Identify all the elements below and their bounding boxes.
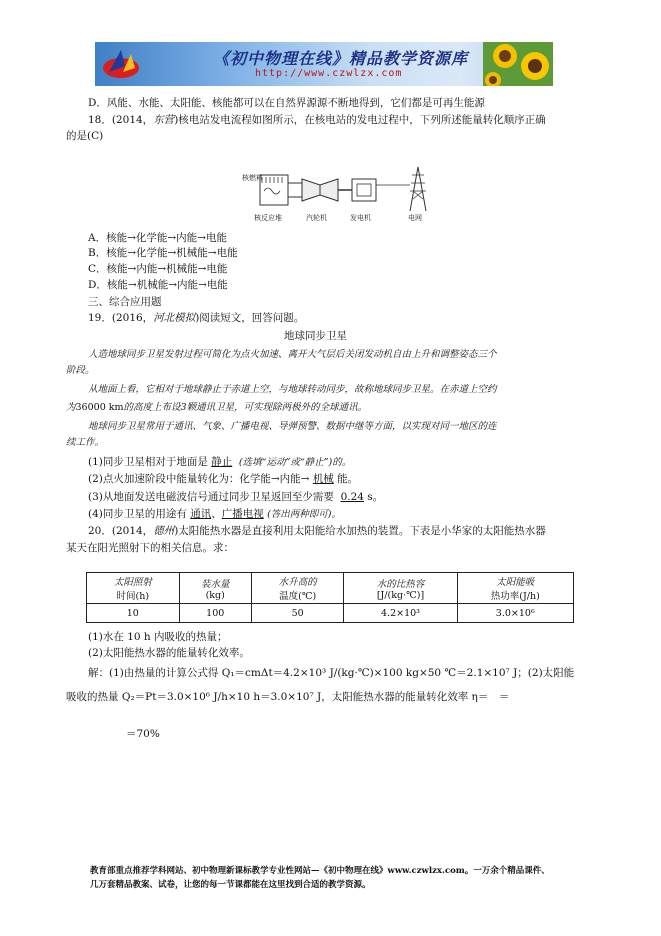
label-grid: 电网 [408,214,422,222]
table-cell: 4.2×10³ [344,604,457,623]
question-20-line2: 某天在阳光照射下的相关信息。求： [66,542,234,554]
s4-answer-2: 广播电视 [221,508,264,520]
table-cell: 50 [251,604,344,623]
q18-source: 东营 [153,114,175,126]
table-cell: 3.0×10⁶ [457,604,573,623]
article-para1-cont: 阶段。 [66,365,95,376]
para2-prefix: 为 [66,402,76,413]
ask-2: (2)太阳能热水器的能量转化效率。 [88,647,250,659]
q18-prefix: 18．(2014， [88,114,154,126]
header-banner [95,42,553,86]
s2-text: (2)点火加速阶段中能量转化为：化学能→内能→ [88,473,310,485]
article-para3: 地球同步卫星常用于通讯、气象、广播电视、导弹预警、数据中继等方面，以实现对同一地区的连 [88,421,497,432]
ask-1: (1)水在 10 h 内吸收的热量； [88,631,228,643]
s1-answer: 静止 [211,456,233,468]
q19-stem-text: )阅读短文，回答问题。 [195,312,305,324]
section-heading: 三、综合应用题 [88,296,162,308]
s4-separator: 、 [211,508,222,520]
s1-hint: (选填“运动”或“静止”)的。 [238,457,352,468]
s3-answer: 0.24 [340,491,364,503]
q20-source: 德州 [153,525,175,537]
s3-text: (3)从地面发送电磁波信号通过同步卫星返回至少需要 [88,491,334,503]
header-cell: 太阳照射 时间(h) [87,573,180,604]
s4-hint: (答出两种即可)。 [267,509,341,520]
option-a: A．核能→化学能→内能→电能 [88,232,227,244]
sub-question-3 [88,490,383,504]
q18-stem: )核电站发电流程如图所示，在核电站的发电过程中，下列所述能量转化顺序正确 [174,114,546,126]
header-cell: 水升高的 温度(℃) [251,573,344,604]
q19-prefix: 19．(2016， [88,312,154,324]
s2-suffix: 能。 [337,473,359,485]
turbine-shape [302,179,320,201]
s2-answer: 机械 [312,473,334,485]
option-c: C．核能→内能→机械能→电能 [88,263,228,275]
solar-heater-table [86,572,574,623]
header-cell: 水的比热容 [J/(kg·℃)] [344,573,457,604]
banner-title: 《初中物理在线》精品教学资源库 [213,49,469,68]
banner-url[interactable]: http://www.czwlzx.com [255,68,403,79]
article-para1: 人造地球同步卫星发射过程可简化为点火加速、离开大气层后关闭发动机自由上升和调整姿态三个 [88,349,497,360]
s3-suffix: s。 [367,491,384,503]
solution-line2: 吸收的热量 Q₂＝Pt＝3.0×10⁶ J/h×10 h＝3.0×10⁷ J，太阳能热水器的能量转化效率 η＝ ＝ [66,691,510,703]
sub-question-2 [88,472,358,486]
sub-question-1 [88,455,351,470]
previous-option-d: D．风能、水能、太阳能、核能都可以在自然界源源不断地得到，它们都是可再生能源 [88,97,485,109]
grid-tower-shape [410,167,426,211]
article-para3-cont: 续工作。 [66,437,105,448]
power-flow-figure [240,165,445,213]
nuclear-power-diagram [240,165,445,223]
sub-question-4 [88,507,341,522]
s1-text: (1)同步卫星相对于地面是 [88,456,208,468]
label-fuel: 核燃料 [242,174,263,182]
page-footer [90,864,550,892]
question-19-stem [88,311,304,325]
option-b: B．核能→化学能→机械能→电能 [88,247,238,259]
para2-suffix: 的高度上布设3颗通讯卫星，可实现除两极外的全球通讯。 [123,402,368,413]
question-18-line2: 的是(C) [66,130,104,142]
generator-shape [352,179,376,201]
label-turbine: 汽轮机 [306,214,327,222]
option-d: D．核能→机械能→内能→电能 [88,279,228,291]
label-reactor: 核反应堆 [254,214,282,222]
s4-answer-1: 通讯 [190,508,212,520]
s4-text: (4)同步卫星的用途有 [88,508,187,520]
q20-stem: )太阳能热水器是直接利用太阳能给水加热的装置。下表是小华家的太阳能热水器 [174,525,546,537]
q20-prefix: 20．(2014， [88,525,154,537]
table-header-row [87,573,574,604]
para2-height: 36000 km [75,402,124,413]
table-row [87,604,574,623]
solution-line1: 解：(1)由热量的计算公式得 Q₁＝cmΔt＝4.2×10³ J/(kg·℃)×100 kg×50 ℃＝2.1×10⁷ J；(2)太阳能 [88,667,575,679]
header-cell: 太阳能吸 热功率(J/h) [457,573,573,604]
article-para2-cont [66,401,367,415]
label-generator: 发电机 [350,214,371,222]
sunflower-icon [483,42,553,86]
article-para2: 从地面上看，它相对于地球静止于赤道上空，与地球转动同步，故称地球同步卫星。在赤道上空约 [88,384,497,395]
question-20-line1 [88,524,546,538]
table-cell: 10 [87,604,180,623]
solution-line3: ＝70% [126,728,160,740]
article-title: 地球同步卫星 [284,330,347,342]
table-cell: 100 [179,604,251,623]
header-cell: 装水量 (kg) [179,573,251,604]
q19-source: 河北模拟 [153,312,196,324]
footer-line-2: 几万套精品教案、试卷，让您的每一节课都能在这里找到合适的教学资源。 [90,880,371,890]
question-18-line1 [88,113,546,127]
footer-line-1: 教育部重点推荐学科网站、初中物理新课标教学专业性网站—《初中物理在线》www.czwlzx.com。一万余个精品课件、 [90,866,550,876]
site-logo-icon [101,46,141,82]
